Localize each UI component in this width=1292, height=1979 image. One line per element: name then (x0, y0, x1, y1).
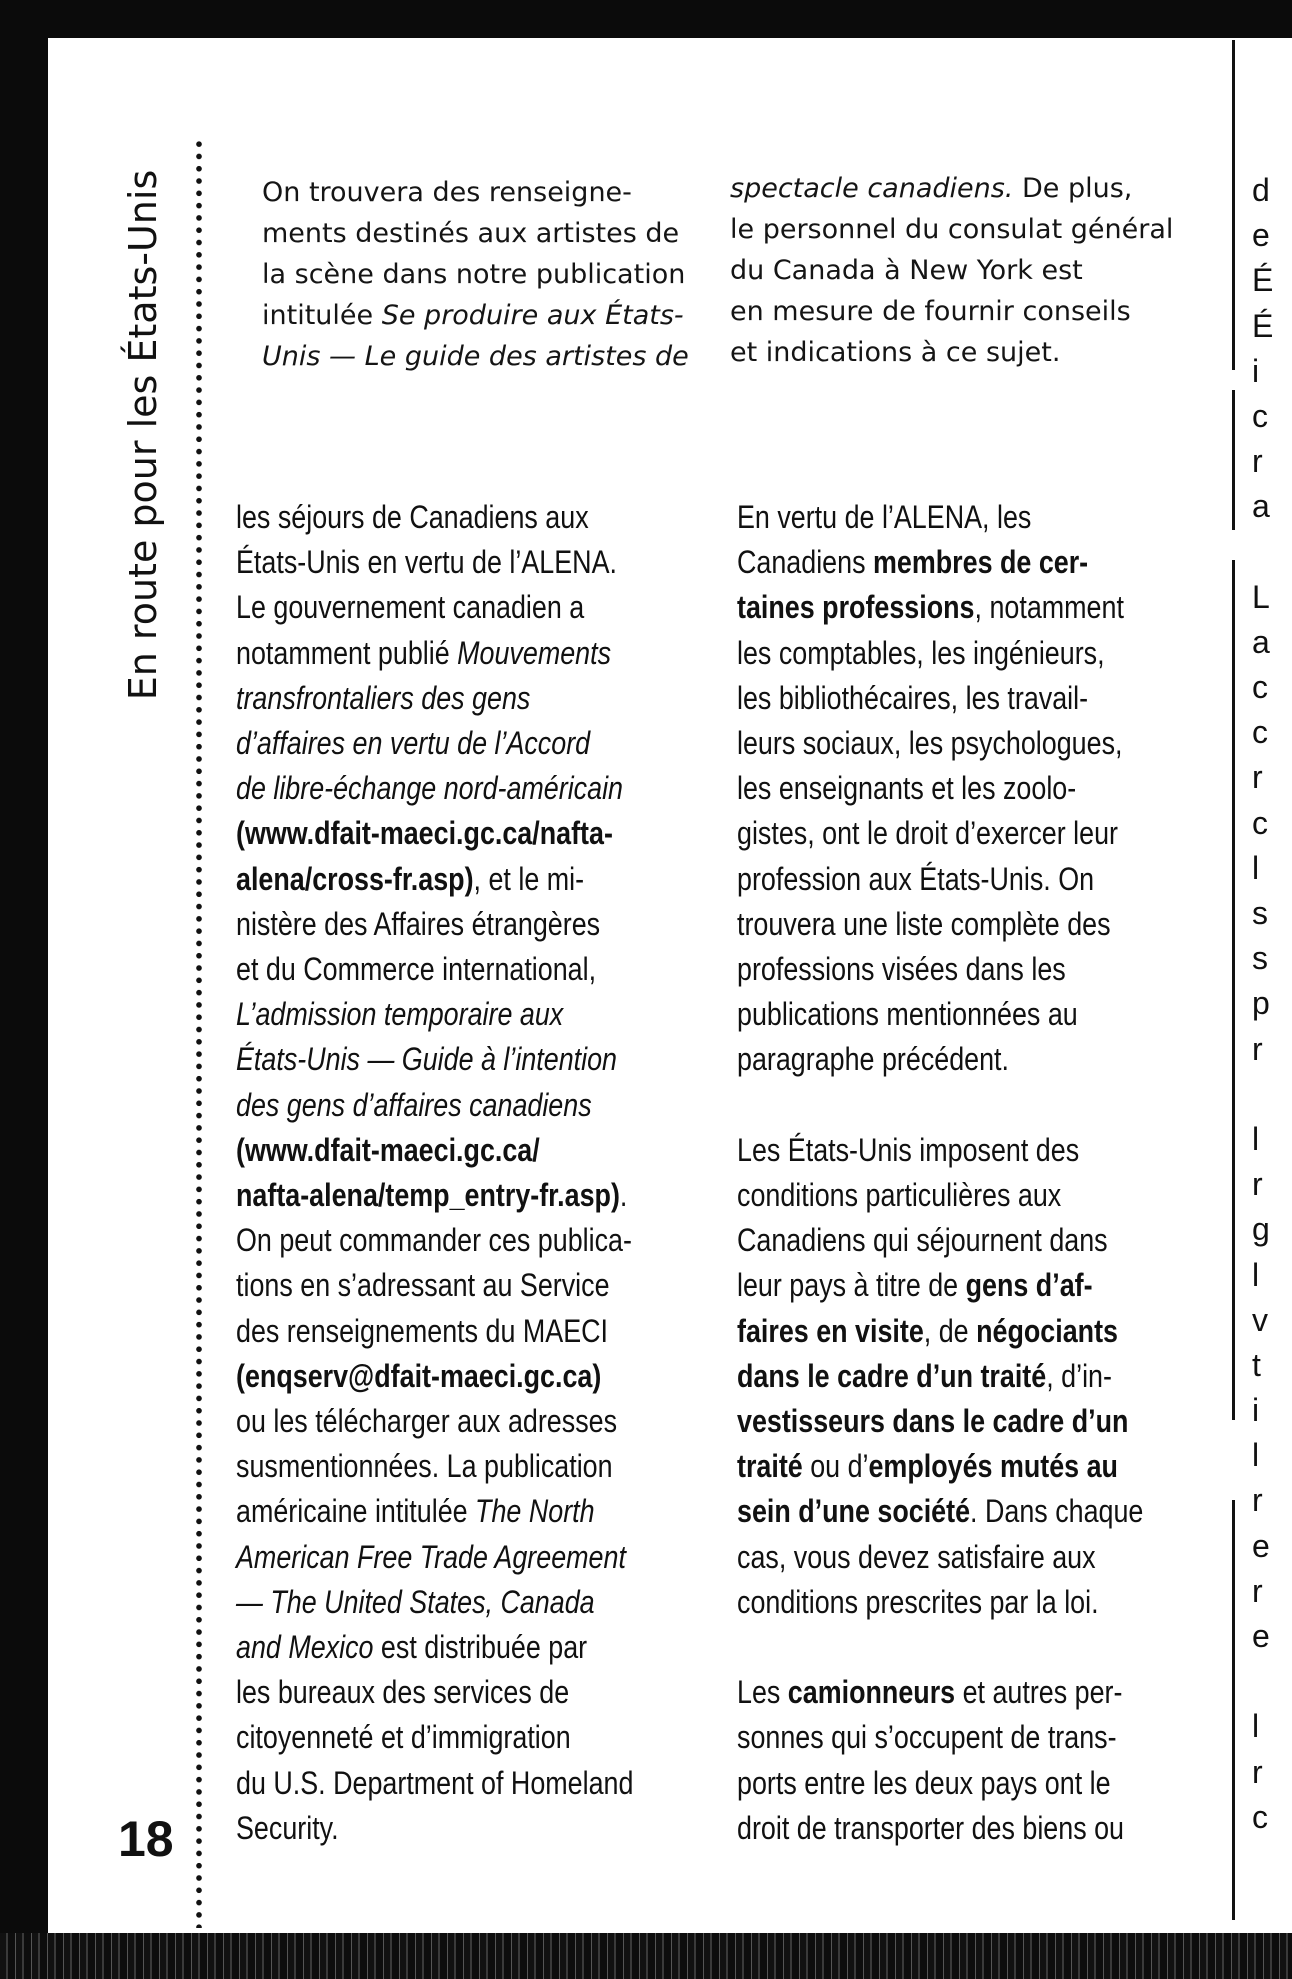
text-line: susmentionnées. La publication (236, 1448, 613, 1485)
edge-letter: i (1252, 1392, 1260, 1429)
edge-letter: r (1252, 1166, 1263, 1203)
edge-letter (1252, 1072, 1292, 1117)
text-line: Les États-Unis imposent des (737, 1131, 1080, 1168)
publication-title: and Mexico (236, 1629, 374, 1666)
edge-letter: r (1252, 759, 1263, 796)
text-line (236, 1173, 633, 1218)
publication-url: nafta-alena/temp_entry-fr.asp) (236, 1177, 620, 1214)
edge-letter: a (1252, 623, 1270, 660)
publication-title: The North (475, 1493, 595, 1530)
text-run: , de (923, 1312, 977, 1349)
edge-letter: e (1252, 217, 1270, 254)
text-line: On peut commander ces publica- (236, 1222, 632, 1259)
edge-letter: c (1252, 397, 1268, 434)
text-line (236, 1625, 633, 1670)
edge-letter: r (1252, 1482, 1263, 1519)
edge-letter: l (1252, 1708, 1260, 1745)
text-line: les séjours de Canadiens aux (236, 499, 589, 535)
email-address: (enqserv@dfait-maeci.gc.ca) (236, 1357, 602, 1394)
publication-title: American Free Trade Agreement (236, 1538, 626, 1575)
dotted-rule (195, 138, 203, 1928)
scan-bottom-edge (0, 1933, 1292, 1979)
page-number: 18 (118, 1811, 174, 1867)
text-line: trouvera une liste complète des (737, 905, 1111, 942)
sidebar-note-col1 (262, 172, 712, 377)
text-line: États-Unis en vertu de l’ALENA. (236, 544, 617, 581)
publication-title: transfrontaliers des gens (236, 679, 531, 716)
text-line: ports entre les deux pays ont le (737, 1764, 1111, 1801)
edge-letter: s (1252, 895, 1268, 931)
text-run: , notamment (974, 589, 1124, 626)
text-line: professions visées dans les (737, 951, 1066, 988)
text-run: . Dans chaque (970, 1493, 1144, 1530)
text-line: sonnes qui s’occupent de trans- (737, 1719, 1117, 1756)
edge-letter: r (1252, 1030, 1263, 1067)
text-line: conditions particulières aux (737, 1177, 1062, 1214)
edge-letter: c (1252, 804, 1268, 841)
edge-letter: É (1252, 262, 1274, 299)
publication-title: des gens d’affaires canadiens (236, 1086, 592, 1123)
text-run: ou d’ (802, 1448, 869, 1485)
edge-letter: v (1252, 1301, 1268, 1338)
edge-letter: c (1252, 1798, 1268, 1835)
text-line: paragraphe précédent. (737, 1041, 1009, 1078)
text-line: les bibliothécaires, les travail- (737, 679, 1089, 716)
text-line (236, 1489, 633, 1534)
paragraph-professions (737, 495, 1143, 1083)
text-line (737, 1444, 1143, 1489)
paragraph-conditions (737, 1128, 1143, 1625)
emphasis: vestisseurs dans le cadre d’un (737, 1403, 1129, 1440)
text-run: . (619, 1177, 628, 1214)
edge-letter: l (1252, 1256, 1260, 1293)
edge-letter: i (1252, 352, 1260, 389)
text-run: notamment publié (236, 634, 458, 671)
edge-letter: a (1252, 488, 1270, 525)
text-line (737, 1670, 1143, 1715)
text-line: leurs sociaux, les psychologues, (737, 725, 1123, 762)
column-rule (1232, 40, 1235, 370)
text-run: , d’in- (1046, 1357, 1112, 1394)
edge-letter: d (1252, 172, 1270, 208)
emphasis: sein d’une société (737, 1493, 971, 1530)
text-line: Canadiens qui séjournent dans (737, 1222, 1108, 1259)
edge-letter: r (1252, 443, 1263, 480)
text-line: du U.S. Department of Homeland (236, 1764, 634, 1801)
text-line: cas, vous devez satisfaire aux (737, 1538, 1096, 1575)
edge-letter: l (1252, 1437, 1260, 1474)
emphasis: négociants (976, 1312, 1118, 1349)
sidebar-pub-title: Se produire aux États- Unis — Le guide des artistes de (262, 300, 689, 372)
publication-title: d’affaires en vertu de l’Accord (236, 725, 591, 762)
sidebar-pub-title-cont: spectacle canadiens. (730, 173, 1014, 204)
text-line: Le gouvernement canadien a (236, 589, 585, 626)
text-line: citoyenneté et d’immigration (236, 1719, 571, 1756)
text-line: les comptables, les ingénieurs, (737, 634, 1105, 671)
text-run: , et le mi- (473, 860, 585, 897)
emphasis: membres de cer- (872, 544, 1089, 581)
text-line: ou les télécharger aux adresses (236, 1403, 618, 1440)
text-line: conditions prescrites par la loi. (737, 1583, 1099, 1620)
text-line (737, 1263, 1143, 1308)
publication-title: — The United States, Canada (236, 1583, 595, 1620)
edge-letter: c (1252, 714, 1268, 751)
text-line: les enseignants et les zoolo- (737, 770, 1077, 807)
paragraph-truckers (737, 1670, 1143, 1851)
text-line (737, 1309, 1143, 1354)
edge-letter: l (1252, 849, 1260, 886)
text-line: des renseignements du MAECI (236, 1312, 609, 1349)
sidebar-text: On trouvera des renseigne- ments destinés aux artistes de la scène dans notre publication intitulée (262, 177, 686, 331)
text-run: Canadiens (737, 544, 873, 581)
edge-letter: l (1252, 1120, 1260, 1157)
text-line: tions en s’adressant au Service (236, 1267, 610, 1304)
text-line: les bureaux des services de (236, 1674, 570, 1711)
edge-letter: É (1252, 307, 1274, 344)
column-rule (1232, 1500, 1235, 1920)
edge-letter: s (1252, 940, 1268, 977)
paragraph (236, 495, 633, 1851)
text-line: nistère des Affaires étrangères (236, 905, 601, 942)
edge-letter: c (1252, 669, 1268, 706)
text-line: publications mentionnées au (737, 996, 1078, 1033)
emphasis: employés mutés au (868, 1448, 1118, 1485)
edge-letter: g (1252, 1211, 1270, 1248)
text-line: et du Commerce international, (236, 951, 597, 988)
publication-url: alena/cross-fr.asp) (236, 860, 474, 897)
publication-url: (www.dfait-maeci.gc.ca/ (236, 1131, 540, 1168)
facing-page-edge (1232, 0, 1292, 1979)
text-line: profession aux États-Unis. On (737, 860, 1095, 897)
text-line: Security. (236, 1809, 339, 1846)
emphasis: camionneurs (787, 1674, 956, 1711)
text-run: Les (737, 1674, 788, 1711)
text-line: droit de transporter des biens ou (737, 1809, 1125, 1846)
publication-title: Mouvements (457, 634, 612, 671)
publication-title: de libre-échange nord-américain (236, 770, 623, 807)
text-line (737, 1354, 1143, 1399)
publication-title: L’admission temporaire aux (236, 996, 564, 1033)
text-line (737, 1489, 1143, 1534)
sidebar-note-col2 (730, 168, 1180, 373)
right-column (737, 495, 1143, 1896)
text-run: leur pays à titre de (737, 1267, 966, 1304)
edge-letter: t (1252, 1346, 1261, 1383)
spine-title: En route pour les États-Unis (121, 169, 165, 701)
publication-title: États-Unis — Guide à l’intention (236, 1041, 617, 1078)
text-line: gistes, ont le droit d’exercer leur (737, 815, 1118, 852)
running-head-vertical (88, 115, 198, 755)
text-line (236, 631, 633, 676)
text-run: et autres per- (955, 1674, 1123, 1711)
edge-letter (1252, 530, 1292, 575)
edge-letter: r (1252, 1753, 1263, 1790)
sidebar-text-cont: De plus, le personnel du consulat général du Canada à New York est en mesure de fournir conseils et indications à ce sujet. (730, 173, 1174, 368)
column-rule (1232, 560, 1235, 1420)
text-run: est distribuée par (373, 1629, 588, 1666)
edge-letter: e (1252, 1618, 1270, 1654)
edge-letter: L (1252, 578, 1270, 615)
emphasis: gens d’af- (965, 1267, 1093, 1304)
text-run: américaine intitulée (236, 1493, 476, 1530)
text-line (737, 585, 1143, 630)
column-rule (1232, 390, 1235, 530)
edge-letter: e (1252, 1527, 1270, 1564)
text-line: En vertu de l’ALENA, les (737, 499, 1032, 535)
emphasis: traité (737, 1448, 803, 1485)
emphasis: dans le cadre d’un traité (737, 1357, 1047, 1394)
emphasis: faires en visite (737, 1312, 924, 1349)
text-line (737, 540, 1143, 585)
edge-letter: r (1252, 1572, 1263, 1609)
emphasis: taines professions (737, 589, 975, 626)
edge-letter (1252, 1659, 1292, 1704)
edge-letter: p (1252, 985, 1270, 1022)
text-line (236, 857, 633, 902)
facing-page-letters (1252, 168, 1292, 1840)
left-column (236, 495, 633, 1896)
publication-url: (www.dfait-maeci.gc.ca/nafta- (236, 815, 613, 852)
